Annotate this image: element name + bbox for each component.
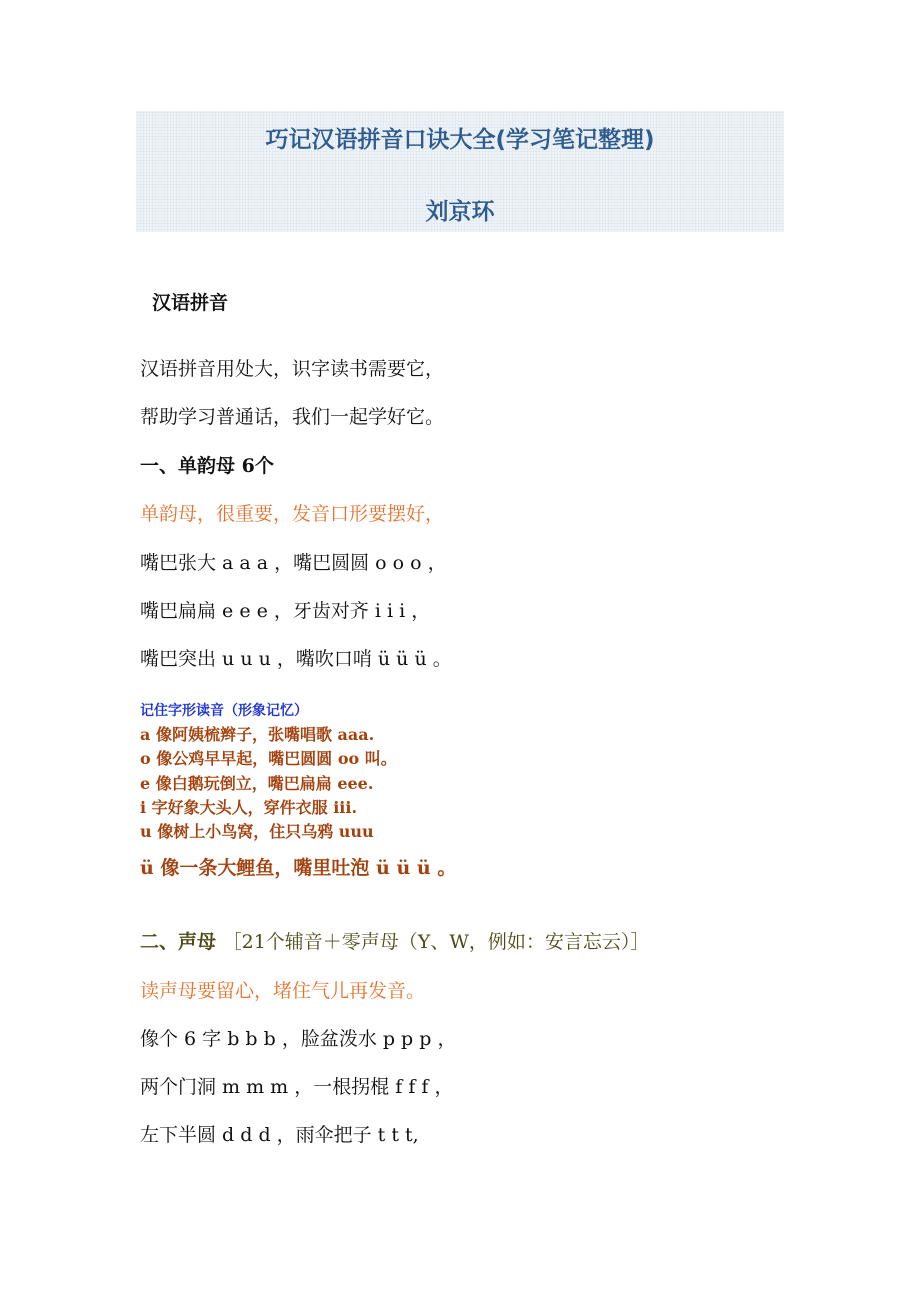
part2-line-3: 左下半圆 d d d ，雨伞把子 t t t, xyxy=(140,1124,419,1146)
memory-line-2: o 像公鸡早早起，嘴巴圆圆 oo 叫。 xyxy=(140,749,397,768)
part1-line-3: 嘴巴突出 u u u ，嘴吹口哨 ü ü ü 。 xyxy=(140,648,452,670)
memory-line-4: i 字好象大头人，穿件衣服 iii. xyxy=(140,798,358,817)
part2-heading xyxy=(140,927,649,954)
part1-rhyme: 单韵母，很重要，发音口形要摆好， xyxy=(140,503,445,525)
intro-line-2: 帮助学习普通话，我们一起学好它。 xyxy=(140,406,445,428)
document-author: 刘京环 xyxy=(425,199,495,225)
part2-heading-label: 二、声母 xyxy=(140,931,223,953)
memory-line-5: u 像树上小鸟窝，住只乌鸦 uuu xyxy=(140,822,374,841)
memory-line-6: ü 像一条大鲤鱼，嘴里吐泡 ü ü ü 。 xyxy=(140,857,457,879)
part2-line-1: 像个 6 字 b b b ，脸盆泼水 p p p ， xyxy=(140,1028,457,1050)
part1-heading: 一、单韵母 6个 xyxy=(140,455,274,477)
document-title: 巧记汉语拼音口诀大全(学习笔记整理) xyxy=(265,127,655,153)
part1-line-2: 嘴巴扁扁 e e e ，牙齿对齐 i i i ， xyxy=(140,600,431,622)
part1-line-1: 嘴巴张大 a a a ，嘴巴圆圆 o o o ， xyxy=(140,552,447,574)
intro-line-1: 汉语拼音用处大，识字读书需要它， xyxy=(140,358,445,380)
part2-heading-detail: ［21个辅音＋零声母（Y、W，例如：安言忘云）］ xyxy=(222,931,650,953)
memory-heading: 记住字形读音（形象记忆） xyxy=(140,703,308,719)
part2-line-2: 两个门洞 m m m ，一根拐棍 f f f ， xyxy=(140,1076,454,1098)
title-block xyxy=(136,111,784,232)
section-heading: 汉语拼音 xyxy=(152,292,229,314)
memory-line-1: a 像阿姨梳辫子，张嘴唱歌 aaa. xyxy=(140,725,375,744)
part2-rhyme: 读声母要留心，堵住气儿再发音。 xyxy=(140,980,426,1002)
memory-line-3: e 像白鹅玩倒立，嘴巴扁扁 eee. xyxy=(140,774,374,793)
